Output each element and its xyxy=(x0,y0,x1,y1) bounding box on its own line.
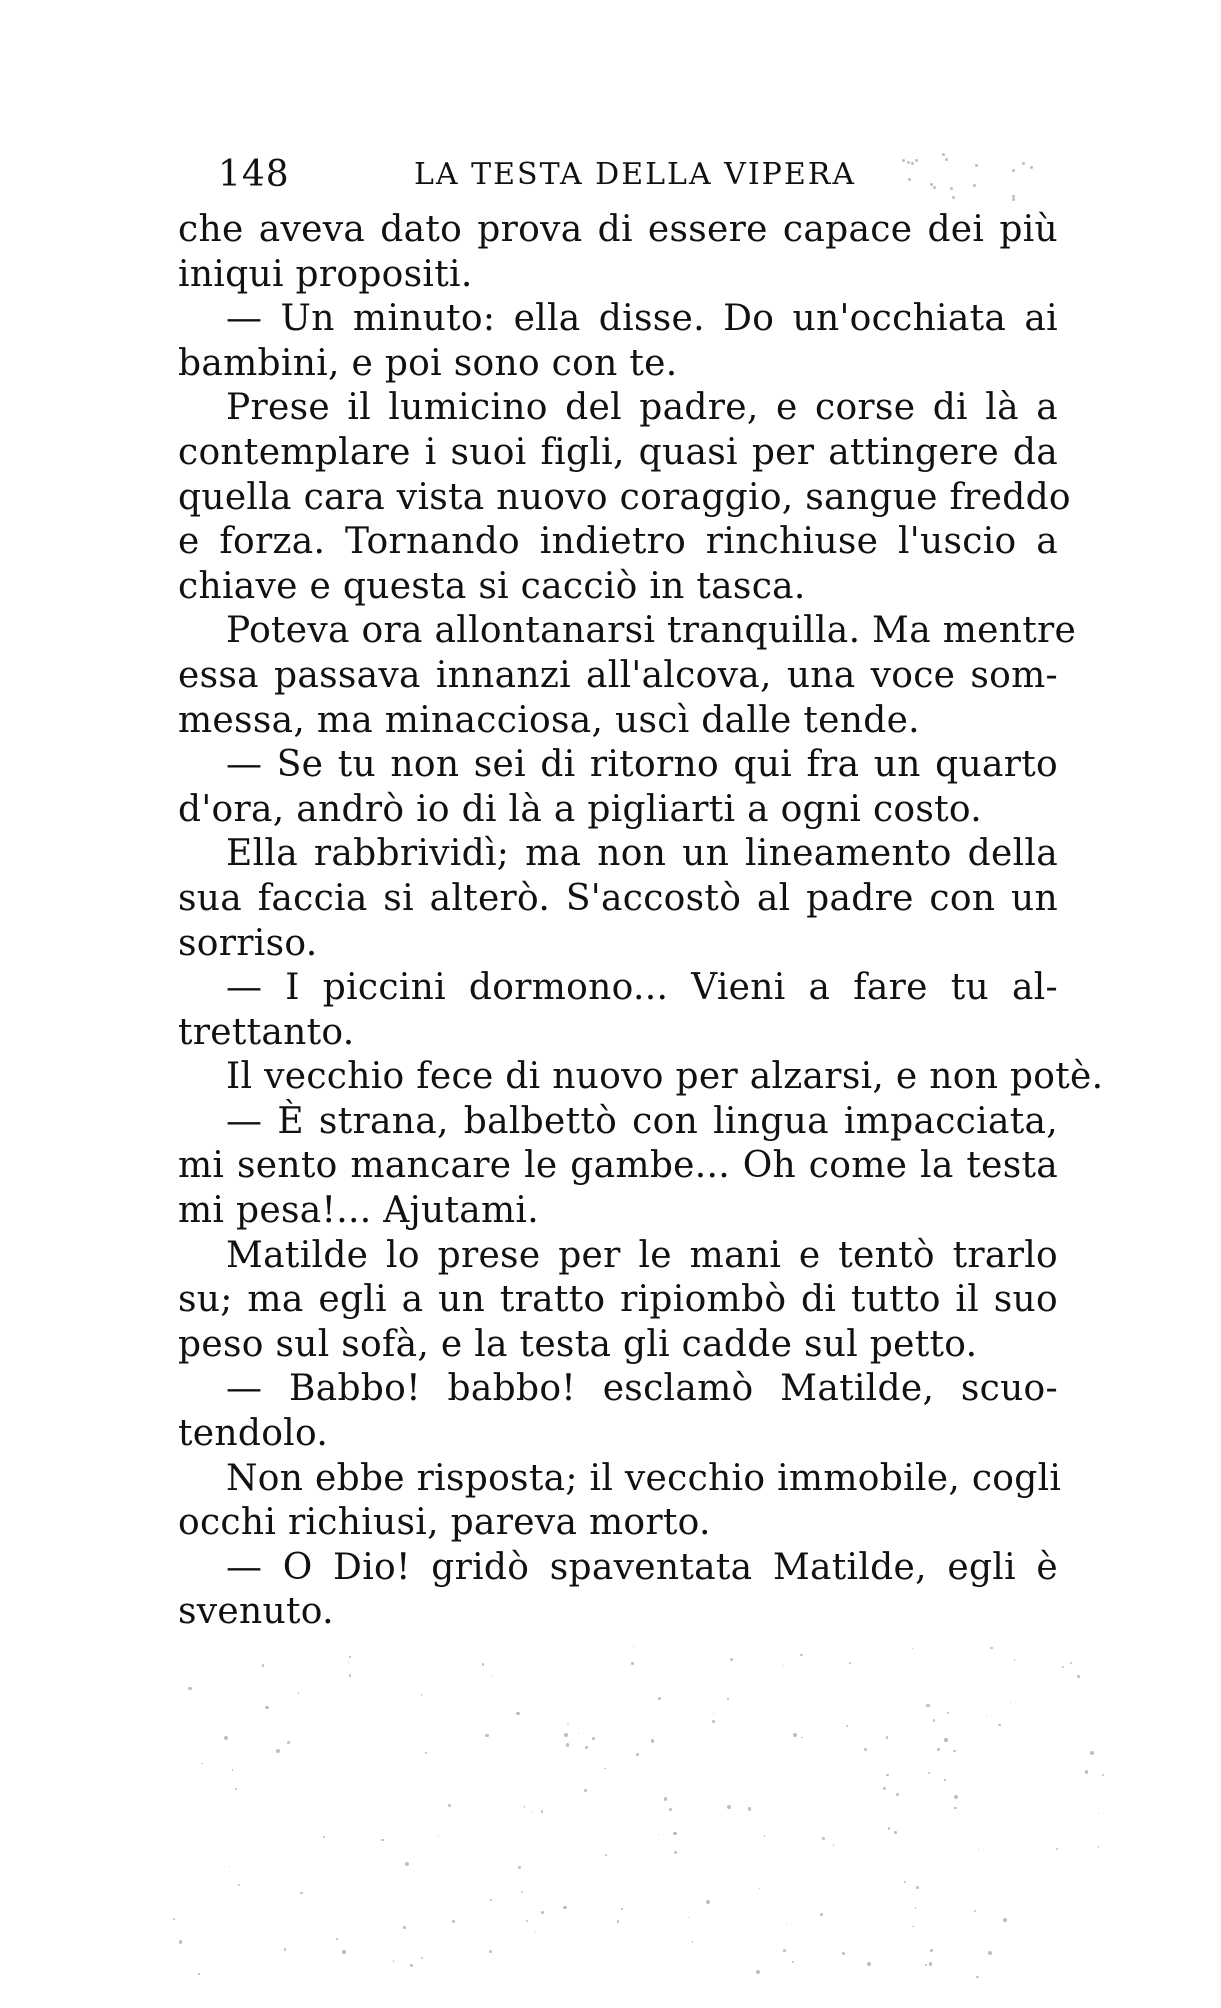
paper-speck xyxy=(945,158,948,161)
paper-speck xyxy=(1085,1770,1089,1774)
paper-speck xyxy=(944,1779,946,1781)
paper-speck xyxy=(617,1920,620,1923)
text-line: mi pesa!... Ajutami. xyxy=(178,1190,539,1232)
paper-speck xyxy=(265,1706,269,1710)
paper-speck xyxy=(1014,1659,1015,1660)
text-line: che aveva dato prova di essere capace dei più xyxy=(178,209,1058,250)
paper-speck xyxy=(926,1704,929,1707)
paper-speck xyxy=(448,1804,451,1807)
text-line: — O Dio! gridò spaventata Matilde, egli è xyxy=(226,1546,1058,1588)
paper-speck xyxy=(1012,198,1015,201)
paper-speck xyxy=(564,1733,568,1737)
paper-speck xyxy=(485,1734,488,1737)
paper-speck xyxy=(916,1886,919,1889)
paper-speck xyxy=(793,1733,797,1737)
paper-speck xyxy=(336,1938,338,1940)
paper-speck xyxy=(198,1973,200,1975)
paper-speck xyxy=(783,1665,784,1666)
page-number: 148 xyxy=(218,154,290,195)
text-line: Poteva ora allontanarsi tranquilla. Ma mentre xyxy=(226,610,1077,652)
paper-speck xyxy=(954,1807,957,1810)
paper-speck xyxy=(438,1835,440,1837)
paper-speck xyxy=(1098,1813,1099,1814)
paper-speck xyxy=(342,1950,345,1953)
text-line: Il vecchio fece di nuovo per alzarsi, e non potè. xyxy=(226,1056,1104,1098)
paper-speck xyxy=(908,178,911,181)
paper-speck xyxy=(287,1741,290,1744)
paper-speck xyxy=(912,1926,914,1928)
paper-speck xyxy=(849,1662,851,1664)
paper-speck xyxy=(915,159,918,162)
paper-speck xyxy=(842,1952,846,1956)
text-line: peso sul sofà, e la testa gli cadde sul petto. xyxy=(178,1323,978,1365)
paper-speck xyxy=(883,1787,886,1790)
paper-speck xyxy=(262,1664,265,1667)
paper-speck xyxy=(933,186,936,189)
paper-speck xyxy=(904,1881,906,1883)
paper-speck xyxy=(888,1827,890,1829)
paper-speck xyxy=(1056,1848,1058,1850)
paper-speck xyxy=(1102,1774,1104,1776)
paper-speck xyxy=(238,1884,240,1886)
paper-speck xyxy=(403,1926,406,1929)
paper-speck xyxy=(928,1772,930,1774)
text-line: — Un minuto: ella disse. Do un'occhiata ai xyxy=(226,298,1058,340)
paper-speck xyxy=(284,1948,286,1950)
paper-speck xyxy=(973,184,976,187)
paper-speck xyxy=(235,1788,237,1790)
text-line: occhi richiusi, pareva morto. xyxy=(178,1502,711,1544)
paper-speck xyxy=(950,187,953,190)
paper-speck xyxy=(953,1750,955,1752)
paper-speck xyxy=(633,1646,634,1647)
text-line: sua faccia si alterò. S'accostò al padre con un xyxy=(178,877,1058,919)
paper-speck xyxy=(937,1748,940,1751)
paper-speck xyxy=(298,1692,299,1693)
paper-speck xyxy=(658,1834,659,1835)
paper-speck xyxy=(452,1920,454,1922)
paper-speck xyxy=(713,1713,714,1714)
paper-speck xyxy=(759,1888,760,1889)
text-line: contemplare i suoi figli, quasi per attingere da xyxy=(178,431,1058,473)
paper-speck xyxy=(1010,1702,1011,1703)
paper-speck xyxy=(669,1808,672,1811)
paper-speck xyxy=(1070,1662,1072,1664)
paper-speck xyxy=(915,1907,916,1908)
paper-speck xyxy=(232,1769,233,1770)
text-line: Non ebbe risposta; il vecchio immobile, cogli xyxy=(226,1457,1062,1499)
paper-speck xyxy=(1090,1751,1094,1755)
paper-speck xyxy=(975,164,978,167)
paper-speck xyxy=(276,1749,280,1753)
paper-speck xyxy=(179,1940,182,1943)
text-line: chiave e questa si cacciò in tasca. xyxy=(178,565,806,607)
paper-speck xyxy=(531,1812,532,1813)
paper-speck xyxy=(730,1658,733,1661)
paper-speck xyxy=(349,1674,351,1676)
paper-speck xyxy=(727,1805,731,1809)
text-line: su; ma egli a un tratto ripiombò di tutto il suo xyxy=(178,1279,1058,1321)
paper-speck xyxy=(896,1793,899,1796)
paper-speck xyxy=(541,1911,544,1914)
paper-speck xyxy=(1062,1666,1064,1668)
paper-speck xyxy=(792,1961,794,1963)
paper-speck xyxy=(518,1866,521,1869)
paper-speck xyxy=(621,1908,622,1909)
text-line: bambini, e poi sono con te. xyxy=(178,342,678,384)
paper-speck xyxy=(482,1663,485,1666)
paper-speck xyxy=(947,1712,949,1714)
paper-speck xyxy=(930,1949,933,1952)
paper-speck xyxy=(786,1923,787,1924)
paper-speck xyxy=(631,1662,634,1665)
paper-speck xyxy=(405,1862,409,1866)
text-line: Prese il lumicino del padre, e corse di là a xyxy=(226,387,1058,429)
paper-speck xyxy=(567,1723,568,1724)
paper-speck xyxy=(592,1737,595,1740)
text-line: e forza. Tornando indietro rinchiuse l'uscio a xyxy=(178,521,1058,563)
text-line: iniqui propositi. xyxy=(178,253,473,295)
paper-speck xyxy=(952,196,955,199)
paper-speck xyxy=(894,1831,897,1834)
paper-speck xyxy=(978,1849,979,1850)
paper-speck xyxy=(1012,169,1015,172)
paper-speck xyxy=(421,1957,423,1959)
paper-speck xyxy=(706,1900,710,1904)
text-line: — Se tu non sei di ritorno qui fra un quarto xyxy=(226,744,1058,786)
paper-speck xyxy=(300,1892,302,1894)
paper-speck xyxy=(535,1932,536,1933)
paper-speck xyxy=(566,1743,570,1747)
paper-speck xyxy=(173,1918,175,1920)
paper-speck xyxy=(541,1810,544,1813)
paper-speck xyxy=(578,1733,580,1735)
paper-speck xyxy=(944,1738,947,1741)
paper-speck xyxy=(348,1662,349,1663)
text-line: svenuto. xyxy=(178,1591,334,1633)
paper-speck xyxy=(410,1964,413,1967)
paper-speck xyxy=(490,1899,492,1901)
paper-speck xyxy=(674,1851,677,1854)
paper-speck xyxy=(688,1917,689,1918)
paper-speck xyxy=(727,1698,729,1700)
paper-speck xyxy=(800,1654,803,1657)
paper-speck xyxy=(381,1839,384,1842)
paper-speck xyxy=(867,1962,871,1966)
paper-speck xyxy=(425,1752,427,1754)
paper-speck xyxy=(886,1774,889,1777)
text-line: tendolo. xyxy=(178,1413,329,1455)
paper-speck xyxy=(925,1964,927,1966)
paper-speck xyxy=(976,1976,979,1979)
text-line: Ella rabbrividì; ma non un lineamento della xyxy=(226,833,1058,875)
paper-speck xyxy=(524,1806,525,1807)
text-line: trettanto. xyxy=(178,1011,355,1053)
paper-speck xyxy=(651,1739,654,1742)
paper-speck xyxy=(1022,162,1025,165)
paper-speck xyxy=(489,1950,492,1953)
paper-speck xyxy=(748,1807,752,1811)
paper-speck xyxy=(393,1960,395,1962)
paper-speck xyxy=(764,1835,766,1837)
paper-speck xyxy=(349,1656,351,1658)
text-line: — Babbo! babbo! esclamò Matilde, scuo- xyxy=(226,1368,1058,1410)
paper-speck xyxy=(421,1694,423,1696)
paper-speck xyxy=(201,1763,202,1764)
text-line: Matilde lo prese per le mani e tentò trarlo xyxy=(226,1234,1058,1276)
paper-speck xyxy=(833,1844,835,1846)
text-line: essa passava innanzi all'alcova, una voce som- xyxy=(178,654,1058,696)
paper-speck xyxy=(864,1748,867,1751)
paper-speck xyxy=(998,1724,1001,1727)
paper-speck xyxy=(954,1795,958,1799)
paper-speck xyxy=(526,1920,528,1922)
paper-speck xyxy=(907,161,910,164)
paper-speck xyxy=(1077,1675,1080,1678)
paper-speck xyxy=(1030,166,1033,169)
paper-speck xyxy=(974,1910,976,1912)
paper-speck xyxy=(521,1891,523,1893)
paper-speck xyxy=(584,1789,587,1792)
paper-speck xyxy=(929,1962,932,1965)
text-line: — È strana, balbettò con lingua impacciata, xyxy=(226,1100,1058,1142)
paper-speck xyxy=(822,1837,824,1839)
paper-speck xyxy=(801,1737,803,1739)
paper-speck xyxy=(585,1746,587,1748)
paper-speck xyxy=(516,1712,520,1716)
paper-speck xyxy=(605,1854,607,1856)
paper-speck xyxy=(886,1736,888,1738)
paper-speck xyxy=(1098,1846,1100,1848)
text-line: d'ora, andrò io di là a pigliarti a ogni costo. xyxy=(178,788,983,830)
paper-speck xyxy=(229,1866,230,1867)
paper-speck xyxy=(712,1720,715,1723)
paper-speck xyxy=(658,1697,661,1700)
paper-speck xyxy=(563,1906,567,1910)
paper-speck xyxy=(323,1836,325,1838)
paper-speck xyxy=(756,1970,760,1974)
paper-speck xyxy=(692,1941,694,1943)
paper-speck xyxy=(604,1768,606,1770)
paper-speck xyxy=(783,1949,786,1952)
paper-speck xyxy=(988,1951,992,1955)
paper-speck xyxy=(491,1675,493,1677)
paper-speck xyxy=(986,1716,987,1717)
paper-speck xyxy=(912,1648,914,1650)
paper-speck xyxy=(664,1797,668,1801)
text-line: messa, ma minacciosa, uscì dalle tende. xyxy=(178,699,920,741)
paper-speck xyxy=(224,1736,228,1740)
paper-speck xyxy=(911,162,914,165)
paper-speck xyxy=(846,1725,848,1727)
paper-speck xyxy=(820,1913,823,1916)
paper-speck xyxy=(673,1832,676,1835)
paper-speck xyxy=(188,1687,192,1691)
paper-speck xyxy=(990,1647,992,1649)
paper-speck xyxy=(902,159,905,162)
text-line: mi sento mancare le gambe... Oh come la testa xyxy=(178,1145,1058,1187)
text-line: sorriso. xyxy=(178,922,318,964)
paper-speck xyxy=(1003,1918,1007,1922)
running-title: LA TESTA DELLA VIPERA xyxy=(414,157,857,192)
paper-speck xyxy=(933,1719,936,1722)
paper-speck xyxy=(636,1753,639,1756)
text-line: quella cara vista nuovo coraggio, sangue freddo xyxy=(178,476,1071,518)
text-line: — I piccini dormono... Vieni a fare tu al- xyxy=(226,967,1058,1009)
paper-speck xyxy=(942,153,945,156)
